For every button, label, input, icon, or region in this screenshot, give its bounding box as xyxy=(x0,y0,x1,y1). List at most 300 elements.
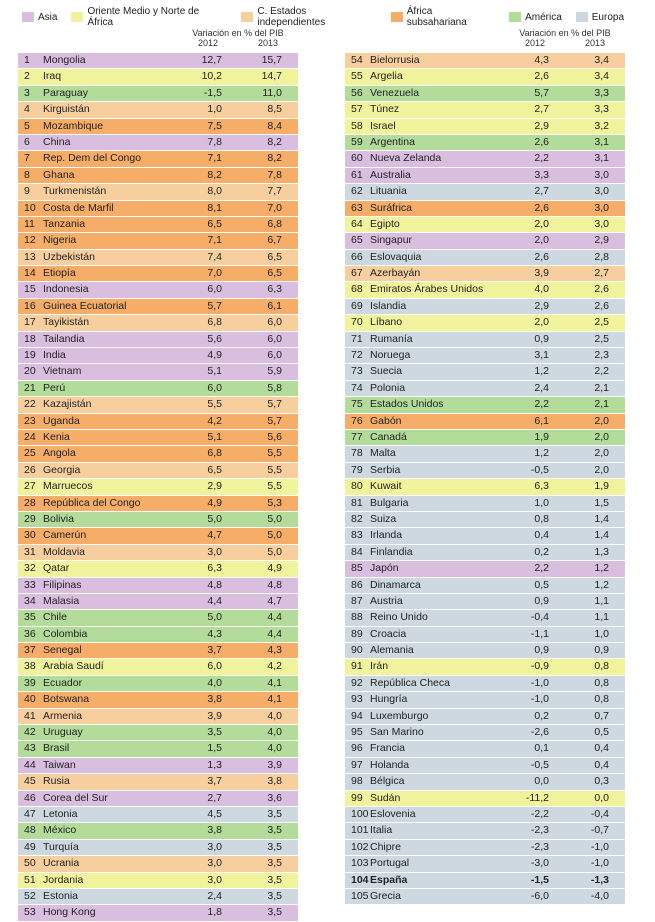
country-cell: Kuwait xyxy=(370,480,402,493)
table-row xyxy=(18,823,298,839)
country-cell: Reino Unido xyxy=(370,611,428,624)
rank-cell: 105 xyxy=(351,889,369,902)
value-2012-cell: 6,3 xyxy=(534,480,549,493)
rank-cell: 83 xyxy=(351,529,363,542)
value-2013-cell: -1,0 xyxy=(590,857,609,870)
value-2013-cell: 1,4 xyxy=(594,529,609,542)
value-2013-cell: 3,5 xyxy=(267,857,282,870)
table-row xyxy=(345,791,625,807)
rank-cell: 33 xyxy=(24,578,36,591)
value-2013-cell: 5,0 xyxy=(267,529,282,542)
value-2013-cell: 6,7 xyxy=(267,234,282,247)
value-2013-cell: 5,9 xyxy=(267,365,282,378)
country-cell: República del Congo xyxy=(43,496,141,509)
rank-cell: 3 xyxy=(24,86,30,99)
value-2013-cell: 0,0 xyxy=(594,791,609,804)
value-2012-cell: 3,8 xyxy=(207,824,222,837)
value-2013-cell: 2,6 xyxy=(594,283,609,296)
country-cell: Eslovaquia xyxy=(370,250,422,263)
value-2012-cell: 3,0 xyxy=(207,857,222,870)
rank-cell: 104 xyxy=(351,873,369,886)
country-cell: España xyxy=(370,873,408,886)
table-row xyxy=(18,250,298,266)
value-2013-cell: 0,3 xyxy=(594,775,609,788)
table-row xyxy=(345,889,625,905)
country-cell: Arabia Saudí xyxy=(43,660,104,673)
rank-cell: 17 xyxy=(24,316,36,329)
country-cell: Colombia xyxy=(43,627,88,640)
value-2013-cell: 3,0 xyxy=(594,201,609,214)
country-cell: Azerbayán xyxy=(370,267,421,280)
value-2012-cell: 2,7 xyxy=(534,103,549,116)
rank-cell: 92 xyxy=(351,676,363,689)
country-cell: Estados Unidos xyxy=(370,398,444,411)
table-row xyxy=(18,905,298,921)
value-2012-cell: 0,4 xyxy=(534,529,549,542)
table-row xyxy=(18,119,298,135)
legend-item-cei xyxy=(237,6,380,28)
country-cell: Dinamarca xyxy=(370,578,421,591)
country-cell: Taiwan xyxy=(43,758,76,771)
table-row xyxy=(345,69,625,85)
rank-cell: 81 xyxy=(351,496,363,509)
value-2012-cell: 2,6 xyxy=(534,250,549,263)
value-2012-cell: 6,0 xyxy=(207,381,222,394)
value-2012-cell: 1,9 xyxy=(534,430,549,443)
value-2013-cell: 1,0 xyxy=(594,627,609,640)
rank-cell: 22 xyxy=(24,398,36,411)
value-2013-cell: -1,3 xyxy=(590,873,609,886)
rank-cell: 53 xyxy=(24,906,36,919)
value-2012-cell: -0,5 xyxy=(530,758,549,771)
country-cell: Guinea Ecuatorial xyxy=(43,299,127,312)
value-2013-cell: 4,0 xyxy=(267,709,282,722)
rank-cell: 61 xyxy=(351,168,363,181)
value-2012-cell: -11,2 xyxy=(525,791,549,804)
column-header-right xyxy=(505,28,625,48)
value-2012-cell: -1,5 xyxy=(530,873,549,886)
country-cell: Croacia xyxy=(370,627,407,640)
value-2012-cell: 2,9 xyxy=(534,299,549,312)
table-row xyxy=(345,659,625,675)
country-cell: Australia xyxy=(370,168,411,181)
rank-cell: 99 xyxy=(351,791,363,804)
table-row xyxy=(18,53,298,69)
legend-swatch xyxy=(241,12,253,22)
country-cell: Rusia xyxy=(43,775,70,788)
value-2013-cell: 0,7 xyxy=(594,709,609,722)
rank-cell: 24 xyxy=(24,430,36,443)
value-2012-cell: 6,8 xyxy=(207,316,222,329)
country-cell: Brasil xyxy=(43,742,70,755)
value-2012-cell: 6,3 xyxy=(207,562,222,575)
value-2012-cell: 3,7 xyxy=(207,775,222,788)
value-2013-cell: 3,3 xyxy=(594,86,609,99)
country-cell: Bélgica xyxy=(370,775,405,788)
rank-cell: 47 xyxy=(24,807,36,820)
value-2013-cell: 4,3 xyxy=(267,644,282,657)
value-2012-cell: 6,0 xyxy=(207,660,222,673)
value-2013-cell: 2,3 xyxy=(594,349,609,362)
country-cell: Suráfrica xyxy=(370,201,413,214)
table-row xyxy=(345,545,625,561)
value-2012-cell: 7,5 xyxy=(207,119,222,132)
rank-cell: 51 xyxy=(24,873,36,886)
rank-cell: 8 xyxy=(24,168,30,181)
value-2013-cell: 4,1 xyxy=(267,693,282,706)
value-2013-cell: 5,6 xyxy=(267,430,282,443)
value-2013-cell: 3,5 xyxy=(267,840,282,853)
value-2012-cell: 1,2 xyxy=(534,447,549,460)
table-row xyxy=(345,332,625,348)
country-cell: Nigeria xyxy=(43,234,77,247)
value-2012-cell: 0,0 xyxy=(534,775,549,788)
country-cell: Paraguay xyxy=(43,86,88,99)
ranking-table-right xyxy=(345,53,625,905)
value-2012-cell: 1,5 xyxy=(207,742,222,755)
rank-cell: 20 xyxy=(24,365,36,378)
value-2013-cell: 3,5 xyxy=(267,906,282,919)
value-2012-cell: 3,0 xyxy=(207,545,222,558)
value-2012-cell: 3,3 xyxy=(534,168,549,181)
country-cell: Japón xyxy=(370,562,399,575)
rank-cell: 11 xyxy=(24,217,35,230)
value-2013-cell: 3,1 xyxy=(594,152,609,165)
table-row xyxy=(18,709,298,725)
value-2012-cell: -1,0 xyxy=(530,676,549,689)
country-cell: Uruguay xyxy=(43,726,83,739)
value-2013-cell: 5,0 xyxy=(267,545,282,558)
country-cell: Islandia xyxy=(370,299,407,312)
rank-cell: 66 xyxy=(351,250,363,263)
rank-cell: 31 xyxy=(24,545,36,558)
value-2012-cell: 0,9 xyxy=(534,644,549,657)
value-2012-cell: 3,9 xyxy=(207,709,222,722)
value-2013-cell: 15,7 xyxy=(261,54,282,66)
table-row xyxy=(18,856,298,872)
value-2013-cell: 7,0 xyxy=(267,201,282,214)
country-cell: Indonesia xyxy=(43,283,89,296)
rank-cell: 74 xyxy=(351,381,363,394)
value-2013-cell: -0,7 xyxy=(590,824,609,837)
value-2012-cell: -3,0 xyxy=(530,857,549,870)
value-2013-cell: 3,9 xyxy=(267,758,282,771)
table-row xyxy=(345,856,625,872)
value-2012-cell: 6,5 xyxy=(207,217,222,230)
value-2012-cell: 2,6 xyxy=(534,70,549,83)
value-2013-cell: 8,2 xyxy=(267,135,282,148)
rank-cell: 34 xyxy=(24,594,36,607)
table-row xyxy=(18,315,298,331)
value-2012-cell: -2,3 xyxy=(530,840,549,853)
table-row xyxy=(18,496,298,512)
country-cell: Kenia xyxy=(43,430,70,443)
table-row xyxy=(345,53,625,69)
legend-item-eur xyxy=(572,9,628,25)
country-cell: Hong Kong xyxy=(43,906,96,919)
value-2013-cell: 0,5 xyxy=(594,726,609,739)
rank-cell: 54 xyxy=(351,54,363,66)
value-2012-cell: -1,0 xyxy=(530,693,549,706)
value-2013-cell: 4,8 xyxy=(267,578,282,591)
value-2012-cell: 12,7 xyxy=(201,54,222,66)
table-row xyxy=(345,594,625,610)
table-row xyxy=(18,151,298,167)
value-2012-cell: 8,0 xyxy=(207,185,222,198)
country-cell: Noruega xyxy=(370,349,411,362)
table-row xyxy=(345,233,625,249)
table-row xyxy=(345,151,625,167)
value-2012-cell: -2,6 xyxy=(530,726,549,739)
value-2012-cell: 2,6 xyxy=(534,135,549,148)
rank-cell: 72 xyxy=(351,349,363,362)
country-cell: Filipinas xyxy=(43,578,82,591)
rank-cell: 37 xyxy=(24,644,36,657)
value-2013-cell: 4,7 xyxy=(267,594,282,607)
rank-cell: 95 xyxy=(351,726,363,739)
table-row xyxy=(345,299,625,315)
legend-item-afr xyxy=(387,6,499,28)
table-row xyxy=(18,627,298,643)
country-cell: Argentina xyxy=(370,135,415,148)
rank-cell: 68 xyxy=(351,283,363,296)
value-2012-cell: 7,8 xyxy=(207,135,222,148)
table-row xyxy=(345,463,625,479)
table-row xyxy=(18,463,298,479)
value-2013-cell: 3,1 xyxy=(594,135,609,148)
table-row xyxy=(18,479,298,495)
value-2013-cell: 3,6 xyxy=(267,791,282,804)
country-cell: Emiratos Árabes Unidos xyxy=(370,283,484,296)
rank-cell: 96 xyxy=(351,742,363,755)
rank-cell: 58 xyxy=(351,119,363,132)
value-2013-cell: 14,7 xyxy=(261,70,282,83)
table-row xyxy=(18,69,298,85)
value-2012-cell: -2,2 xyxy=(530,807,549,820)
value-2013-cell: -0,4 xyxy=(590,807,609,820)
rank-cell: 90 xyxy=(351,644,363,657)
header-year-2013: 2013 xyxy=(257,38,279,48)
table-row xyxy=(345,479,625,495)
rank-cell: 13 xyxy=(24,250,36,263)
country-cell: Singapur xyxy=(370,234,413,247)
country-cell: Italia xyxy=(370,824,393,837)
table-row xyxy=(18,86,298,102)
country-cell: Líbano xyxy=(370,316,403,329)
country-cell: Hungría xyxy=(370,693,408,706)
value-2012-cell: 4,9 xyxy=(207,496,222,509)
rank-cell: 25 xyxy=(24,447,36,460)
table-row xyxy=(345,758,625,774)
table-row xyxy=(345,610,625,626)
legend-swatch xyxy=(71,12,83,22)
country-cell: Georgia xyxy=(43,463,81,476)
value-2013-cell: 3,8 xyxy=(267,775,282,788)
country-cell: Costa de Marfil xyxy=(43,201,114,214)
value-2013-cell: 0,8 xyxy=(594,693,609,706)
value-2012-cell: 2,0 xyxy=(534,217,549,230)
value-2013-cell: 3,5 xyxy=(267,824,282,837)
value-2012-cell: 1,0 xyxy=(207,103,222,116)
country-cell: Túnez xyxy=(370,103,400,116)
table-row xyxy=(345,692,625,708)
legend-swatch xyxy=(509,12,521,22)
header-title: Variación en % del PIB xyxy=(519,28,611,38)
rank-cell: 15 xyxy=(24,283,36,296)
value-2012-cell: 3,5 xyxy=(207,726,222,739)
value-2012-cell: 7,1 xyxy=(207,152,222,165)
value-2013-cell: 4,4 xyxy=(267,627,282,640)
country-cell: Qatar xyxy=(43,562,70,575)
value-2012-cell: 0,9 xyxy=(534,332,549,345)
value-2013-cell: 3,4 xyxy=(594,70,609,83)
country-cell: Kirguistán xyxy=(43,103,90,116)
table-row xyxy=(18,348,298,364)
value-2013-cell: 6,5 xyxy=(267,250,282,263)
table-row xyxy=(345,381,625,397)
rank-cell: 21 xyxy=(24,381,36,394)
country-cell: Turkmenistán xyxy=(43,185,107,198)
rank-cell: 1 xyxy=(24,54,30,66)
value-2013-cell: 3,5 xyxy=(267,807,282,820)
rank-cell: 85 xyxy=(351,562,363,575)
value-2013-cell: 0,4 xyxy=(594,758,609,771)
table-row xyxy=(345,201,625,217)
value-2012-cell: 4,2 xyxy=(207,414,222,427)
table-row xyxy=(18,446,298,462)
country-cell: Luxemburgo xyxy=(370,709,429,722)
value-2013-cell: 2,6 xyxy=(594,299,609,312)
value-2013-cell: 2,0 xyxy=(594,463,609,476)
country-cell: Serbia xyxy=(370,463,401,476)
country-cell: Senegal xyxy=(43,644,82,657)
value-2013-cell: 1,9 xyxy=(594,480,609,493)
country-cell: México xyxy=(43,824,77,837)
rank-cell: 6 xyxy=(24,135,30,148)
rank-cell: 71 xyxy=(351,332,363,345)
table-row xyxy=(18,332,298,348)
table-row xyxy=(345,774,625,790)
country-cell: Gabón xyxy=(370,414,402,427)
table-row xyxy=(345,414,625,430)
value-2013-cell: 6,1 xyxy=(267,299,282,312)
value-2013-cell: 3,5 xyxy=(267,889,282,902)
value-2012-cell: 2,4 xyxy=(534,381,549,394)
value-2012-cell: 0,2 xyxy=(534,709,549,722)
value-2012-cell: 8,1 xyxy=(207,201,222,214)
table-row xyxy=(345,823,625,839)
value-2013-cell: 4,0 xyxy=(267,726,282,739)
value-2012-cell: 6,0 xyxy=(207,283,222,296)
country-cell: Botswana xyxy=(43,693,90,706)
header-year-2012: 2012 xyxy=(524,38,546,48)
value-2012-cell: 5,7 xyxy=(207,299,222,312)
rank-cell: 91 xyxy=(351,660,363,673)
rank-cell: 39 xyxy=(24,676,36,689)
country-cell: India xyxy=(43,349,66,362)
header-title: Variación en % del PIB xyxy=(192,28,284,38)
rank-cell: 80 xyxy=(351,480,363,493)
table-row xyxy=(345,119,625,135)
value-2013-cell: 4,0 xyxy=(267,742,282,755)
value-2012-cell: 3,0 xyxy=(207,873,222,886)
value-2012-cell: 2,6 xyxy=(534,201,549,214)
rank-cell: 69 xyxy=(351,299,363,312)
rank-cell: 4 xyxy=(24,103,30,116)
country-cell: Austria xyxy=(370,594,403,607)
table-row xyxy=(18,414,298,430)
value-2013-cell: 1,2 xyxy=(594,562,609,575)
value-2013-cell: 1,2 xyxy=(594,578,609,591)
country-cell: Suecia xyxy=(370,365,403,378)
rank-cell: 48 xyxy=(24,824,36,837)
country-cell: Lituania xyxy=(370,185,407,198)
rank-cell: 40 xyxy=(24,693,36,706)
value-2013-cell: 8,4 xyxy=(267,119,282,132)
value-2013-cell: 1,3 xyxy=(594,545,609,558)
table-row xyxy=(345,643,625,659)
table-row xyxy=(18,512,298,528)
country-cell: Iraq xyxy=(43,70,62,83)
value-2012-cell: 4,3 xyxy=(207,627,222,640)
country-cell: Camerún xyxy=(43,529,87,542)
rank-cell: 45 xyxy=(24,775,36,788)
legend-label: C. Estados independientes xyxy=(257,6,326,28)
rank-cell: 70 xyxy=(351,316,363,329)
country-cell: Estonia xyxy=(43,889,79,902)
value-2012-cell: 4,4 xyxy=(207,594,222,607)
value-2012-cell: -1,5 xyxy=(203,86,222,99)
value-2013-cell: 3,4 xyxy=(594,54,609,66)
table-row xyxy=(345,807,625,823)
table-row xyxy=(18,282,298,298)
table-row xyxy=(18,545,298,561)
value-2013-cell: 6,0 xyxy=(267,349,282,362)
rank-cell: 36 xyxy=(24,627,36,640)
value-2013-cell: 3,0 xyxy=(594,185,609,198)
value-2012-cell: 2,0 xyxy=(534,316,549,329)
rank-cell: 77 xyxy=(351,430,363,443)
value-2013-cell: 5,7 xyxy=(267,398,282,411)
legend-label: África subsahariana xyxy=(406,6,467,28)
country-cell: Mozambique xyxy=(43,119,104,132)
table-row xyxy=(18,266,298,282)
table-row xyxy=(18,102,298,118)
table-row xyxy=(18,610,298,626)
value-2012-cell: 1,2 xyxy=(534,365,549,378)
value-2012-cell: 0,1 xyxy=(534,742,549,755)
table-row xyxy=(345,561,625,577)
legend-swatch xyxy=(391,12,403,22)
value-2012-cell: 0,8 xyxy=(534,512,549,525)
value-2012-cell: 4,9 xyxy=(207,349,222,362)
value-2012-cell: 6,8 xyxy=(207,447,222,460)
value-2012-cell: 4,0 xyxy=(534,283,549,296)
country-cell: Polonia xyxy=(370,381,406,394)
rank-cell: 57 xyxy=(351,103,363,116)
table-row xyxy=(18,184,298,200)
country-cell: Alemania xyxy=(370,644,414,657)
rank-cell: 65 xyxy=(351,234,363,247)
country-cell: Angola xyxy=(43,447,76,460)
table-row xyxy=(345,168,625,184)
country-cell: Mongolia xyxy=(43,54,86,66)
value-2013-cell: 1,1 xyxy=(594,594,609,607)
rank-cell: 78 xyxy=(351,447,363,460)
value-2012-cell: -2,3 xyxy=(530,824,549,837)
table-row xyxy=(18,594,298,610)
table-row xyxy=(345,250,625,266)
